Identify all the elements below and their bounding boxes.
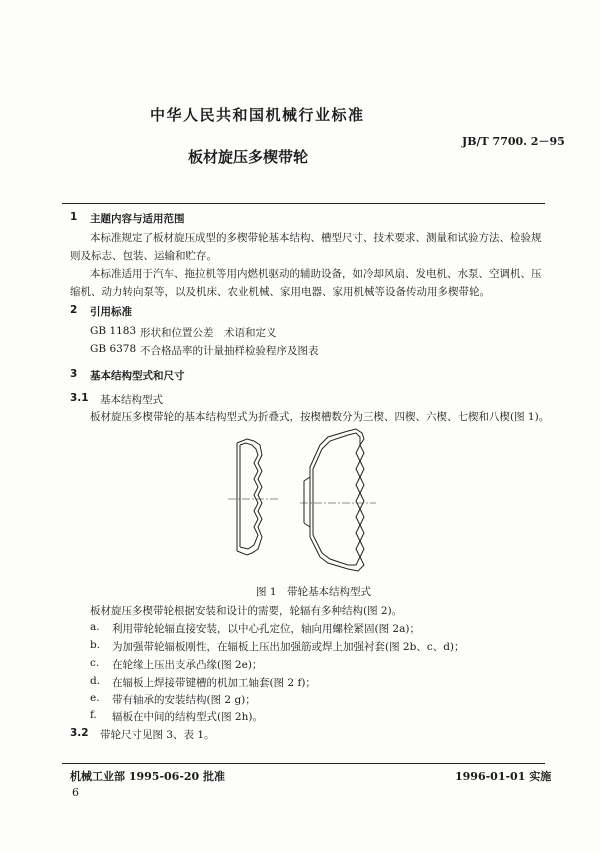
- list-item-text: 在辐板上焊接带键槽的机加工轴套(图 2 f)；: [112, 677, 316, 689]
- list-item-text: 辐板在中间的结构型式(图 2h)。: [112, 711, 263, 723]
- section-1-para-1: 本标准规定了板材旋压成型的多楔带轮基本结构、槽型尺寸、技术要求、测量和试验方法、检验规则及标志、包装、运输和贮存。: [70, 232, 542, 262]
- issuing-organization: 中华人民共和国机械行业标准: [150, 106, 365, 124]
- list-item-text: 在轮缘上压出支承凸缘(图 2e)；: [112, 659, 263, 671]
- list-item-label: c.: [90, 657, 100, 669]
- footer-rule: [62, 763, 545, 764]
- ref-code-1: GB 1183: [90, 325, 137, 337]
- section-3-para-spoke: 板材旋压多楔带轮根据安装和设计的需要，轮辐有多种结构(图 2)。: [90, 605, 403, 617]
- list-item-label: b.: [90, 639, 101, 651]
- approval-line: 机械工业部 1995-06-20 批准: [70, 770, 226, 783]
- figure-1-pulley-drawings: [210, 425, 410, 580]
- ref-text-2: 不合格品率的计量抽样检验程序及图表: [140, 345, 319, 357]
- document-title: 板材旋压多楔带轮: [188, 148, 309, 166]
- section-1-para-2: 本标准适用于汽车、拖拉机等用内燃机驱动的辅助设备，如冷却风扇、发电机、水泵、空调机、压缩机、动力转向泵等，以及机床、农业机械、家用电器、家用机械等设备传动用多楔带轮。: [70, 268, 542, 298]
- ref-text-1: 形状和位置公差 术语和定义: [140, 327, 277, 339]
- list-item-text: 利用带轮轮辐直接安装，以中心孔定位，轴向用螺栓紧固(图 2a)；: [112, 623, 420, 635]
- effective-date: 1996-01-01 实施: [455, 770, 552, 783]
- section-1-title: 主题内容与适用范围: [90, 213, 185, 225]
- section-1-number: 1: [70, 211, 78, 223]
- subsection-3-2-number: 3.2: [70, 727, 89, 739]
- list-item-text: 带有轴承的安装结构(图 2 g)；: [112, 694, 256, 706]
- ref-code-2: GB 6378: [90, 343, 137, 355]
- section-2-number: 2: [70, 304, 78, 316]
- subsection-3-1-number: 3.1: [70, 392, 89, 404]
- page-number: 6: [72, 786, 79, 799]
- list-item-label: a.: [90, 621, 100, 633]
- section-3-title: 基本结构型式和尺寸: [90, 370, 185, 382]
- list-item-label: d.: [90, 675, 101, 687]
- list-item-text: 为加强带轮辐板刚性，在辐板上压出加强筋或焊上加强衬套(图 2b、c、d)；: [112, 641, 465, 653]
- section-2-title: 引用标准: [90, 306, 132, 318]
- standard-number: JB/T 7700. 2－95: [462, 135, 565, 148]
- subsection-3-1-title: 基本结构型式: [100, 394, 163, 406]
- header-rule: [62, 203, 545, 204]
- subsection-3-2-text: 带轮尺寸见图 3、表 1。: [100, 729, 215, 741]
- figure-1-caption: 图 1 带轮基本结构型式: [256, 586, 372, 598]
- list-item-label: f.: [90, 709, 97, 721]
- subsection-3-1-para: 板材旋压多楔带轮的基本结构型式为折叠式，按楔槽数分为三楔、四楔、六楔、七楔和八楔(图 1)。: [90, 411, 550, 423]
- section-3-number: 3: [70, 368, 78, 380]
- list-item-label: e.: [90, 692, 100, 704]
